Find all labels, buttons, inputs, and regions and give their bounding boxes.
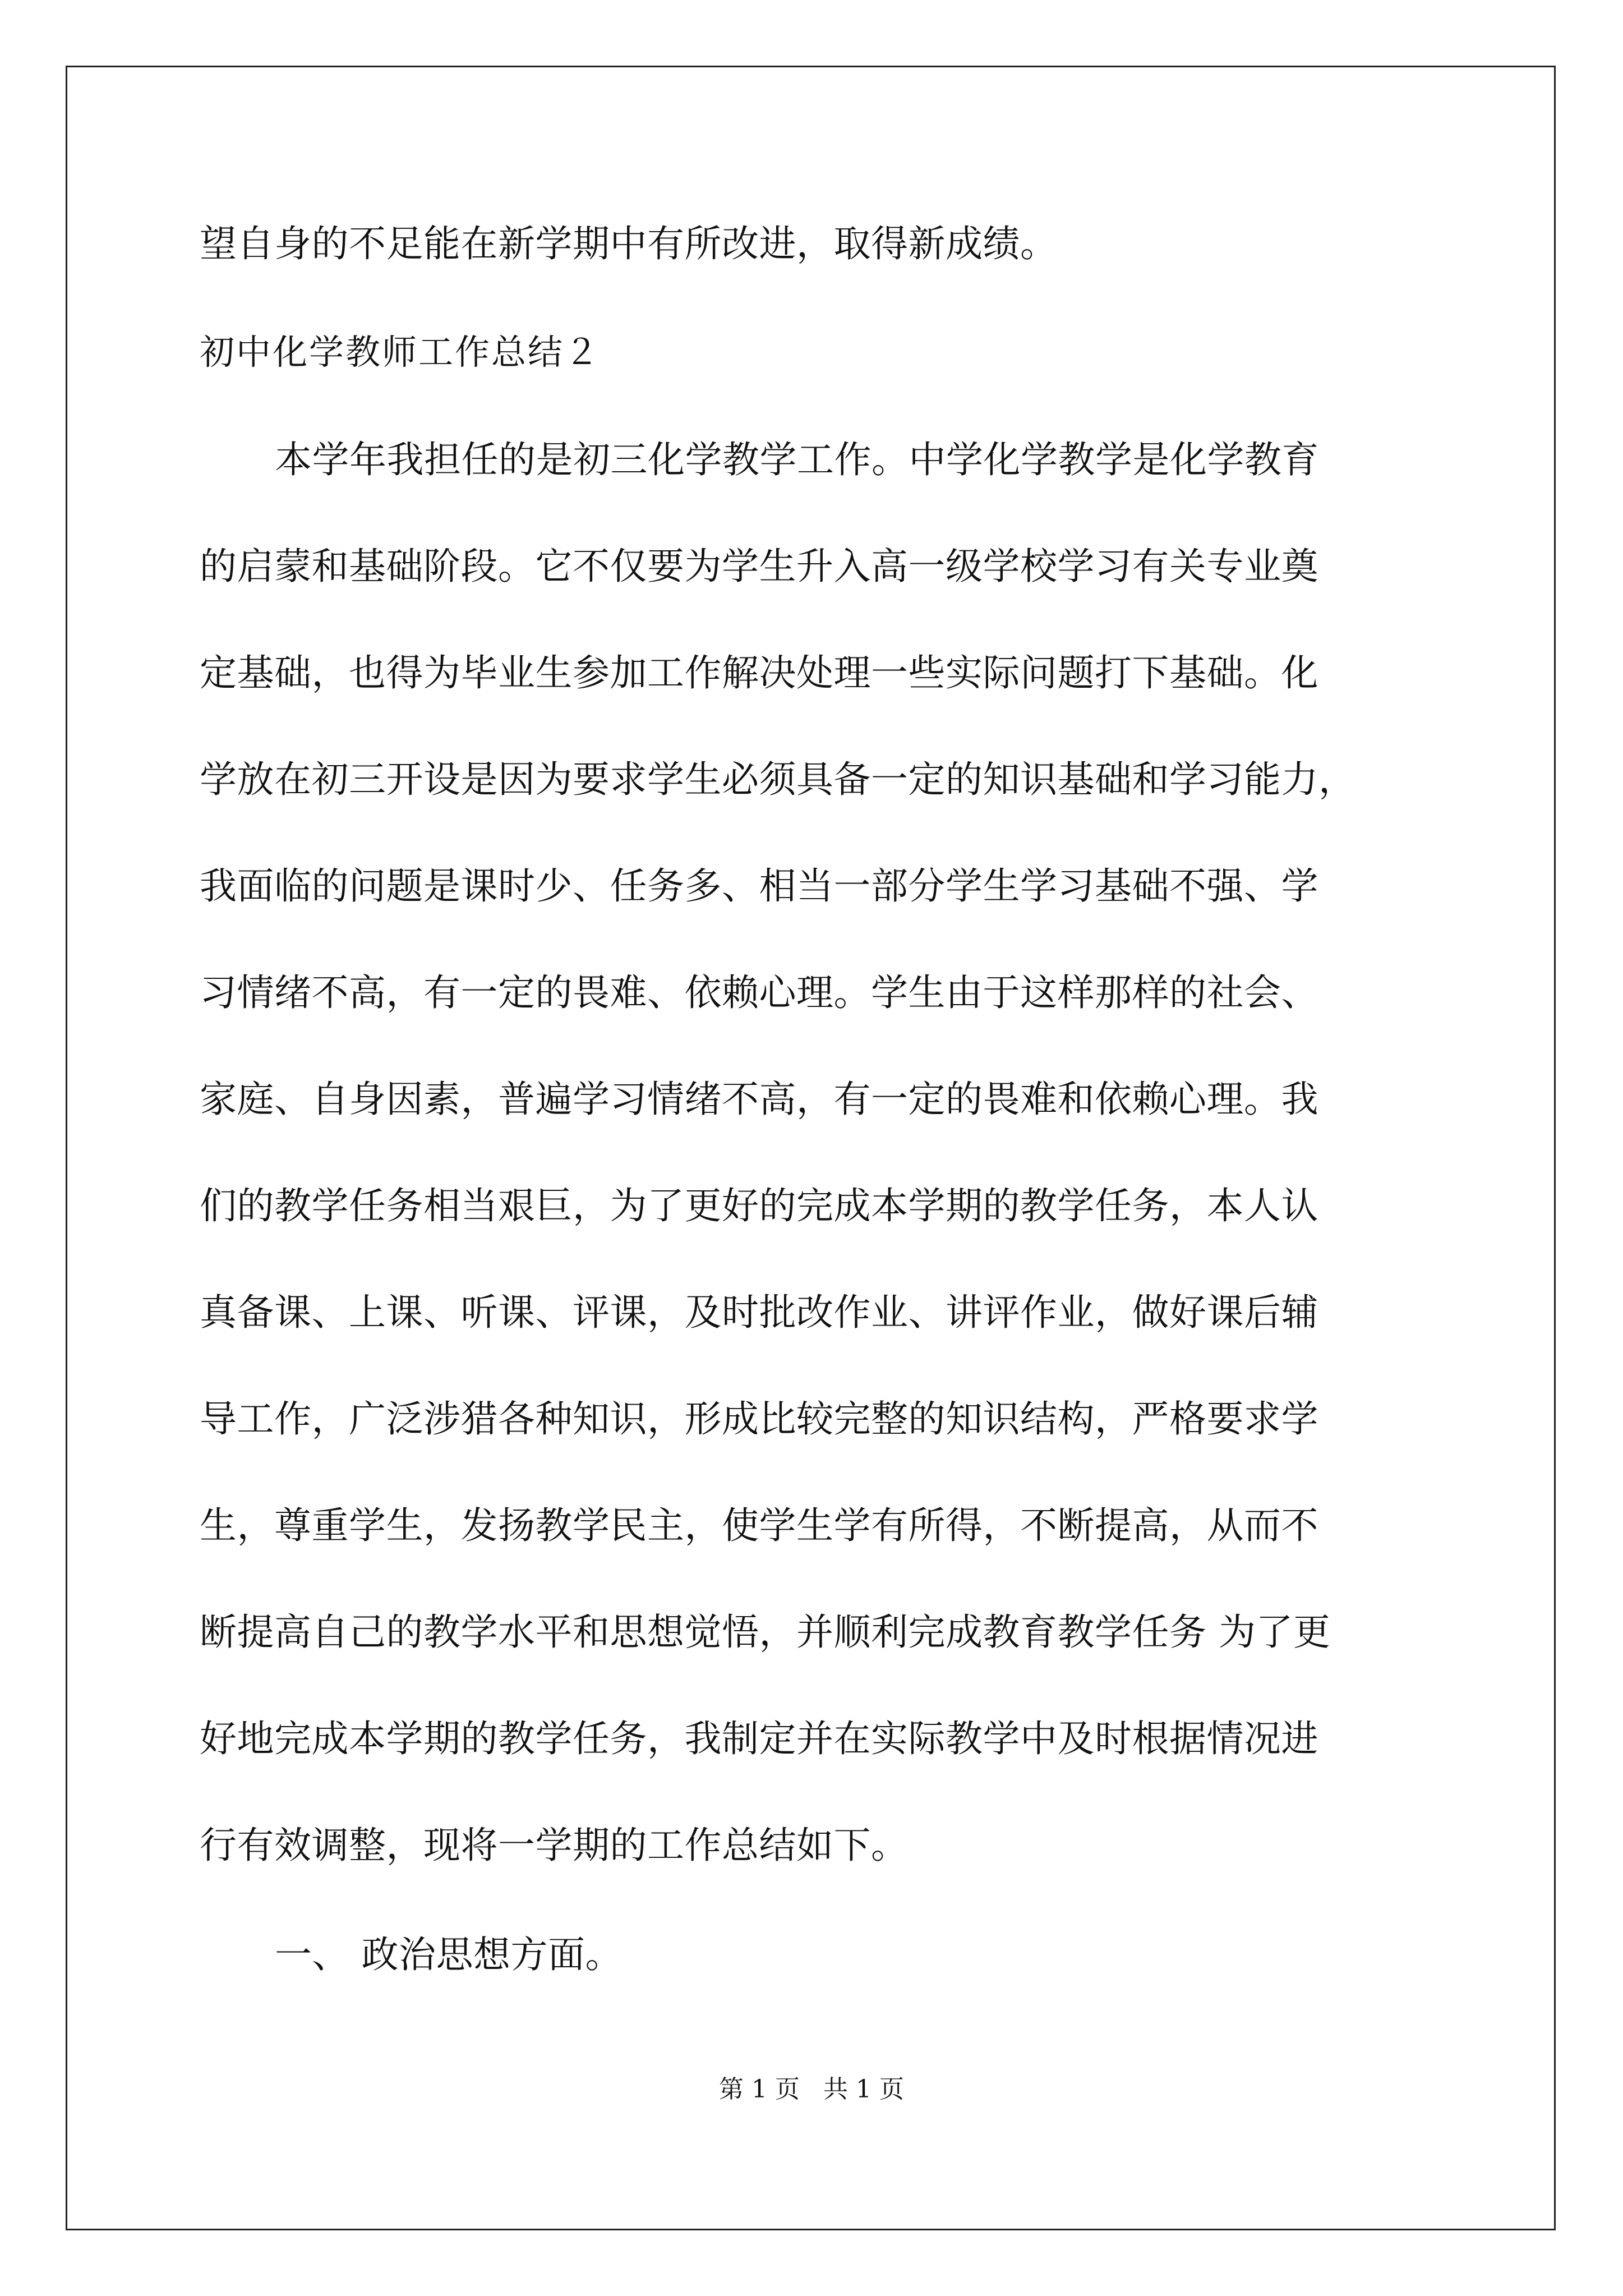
text-line: 本学年我担任的是初三化学教学工作。中学化学教学是化学教育 <box>275 438 1319 481</box>
text-line: 行有效调整，现将一学期的工作总结如下。 <box>200 1824 909 1867</box>
text-line: 学放在初三开设是因为要求学生必须具备一定的知识基础和学习能力， <box>200 758 1356 801</box>
text-line: 的启蒙和基础阶段。它不仅要为学生升入高一级学校学习有关专业奠 <box>200 545 1318 588</box>
text-line: 家庭、自身因素，普遍学习情绪不高，有一定的畏难和依赖心理。我 <box>200 1078 1318 1121</box>
text-line: 生，尊重学生，发扬教学民主，使学生学有所得，不断提高，从而不 <box>200 1504 1318 1547</box>
text-line: 们的教学任务相当艰巨，为了更好的完成本学期的教学任务，本人认 <box>200 1184 1318 1227</box>
page-number: 第 1 页 <box>719 2075 800 2104</box>
text-line: 好地完成本学期的教学任务，我制定并在实际教学中及时根据情况进 <box>200 1717 1318 1760</box>
page-border <box>66 66 1556 2230</box>
text-line: 定基础，也得为毕业生参加工作解决处理一些实际问题打下基础。化 <box>200 651 1318 694</box>
text-line: 望自身的不足能在新学期中有所改进，取得新成绩。 <box>200 222 1058 265</box>
text-line: 断提高自己的教学水平和思想觉悟，并顺利完成教育教学任务 为了更 <box>200 1611 1331 1654</box>
text-line: 导工作，广泛涉猎各种知识，形成比较完整的知识结构，严格要求学 <box>200 1397 1318 1441</box>
section-item: 一、 政治思想方面。 <box>275 1933 623 1976</box>
section-title: 初中化学教师工作总结２ <box>200 332 601 372</box>
text-line: 习情绪不高，有一定的畏难、依赖心理。学生由于这样那样的社会、 <box>200 971 1318 1014</box>
page-total: 共 1 页 <box>823 2075 904 2104</box>
text-line: 我面临的问题是课时少、任务多、相当一部分学生学习基础不强、学 <box>200 864 1318 908</box>
page-footer <box>0 2073 1623 2106</box>
text-line: 真备课、上课、听课、评课，及时批改作业、讲评作业，做好课后辅 <box>200 1291 1318 1334</box>
